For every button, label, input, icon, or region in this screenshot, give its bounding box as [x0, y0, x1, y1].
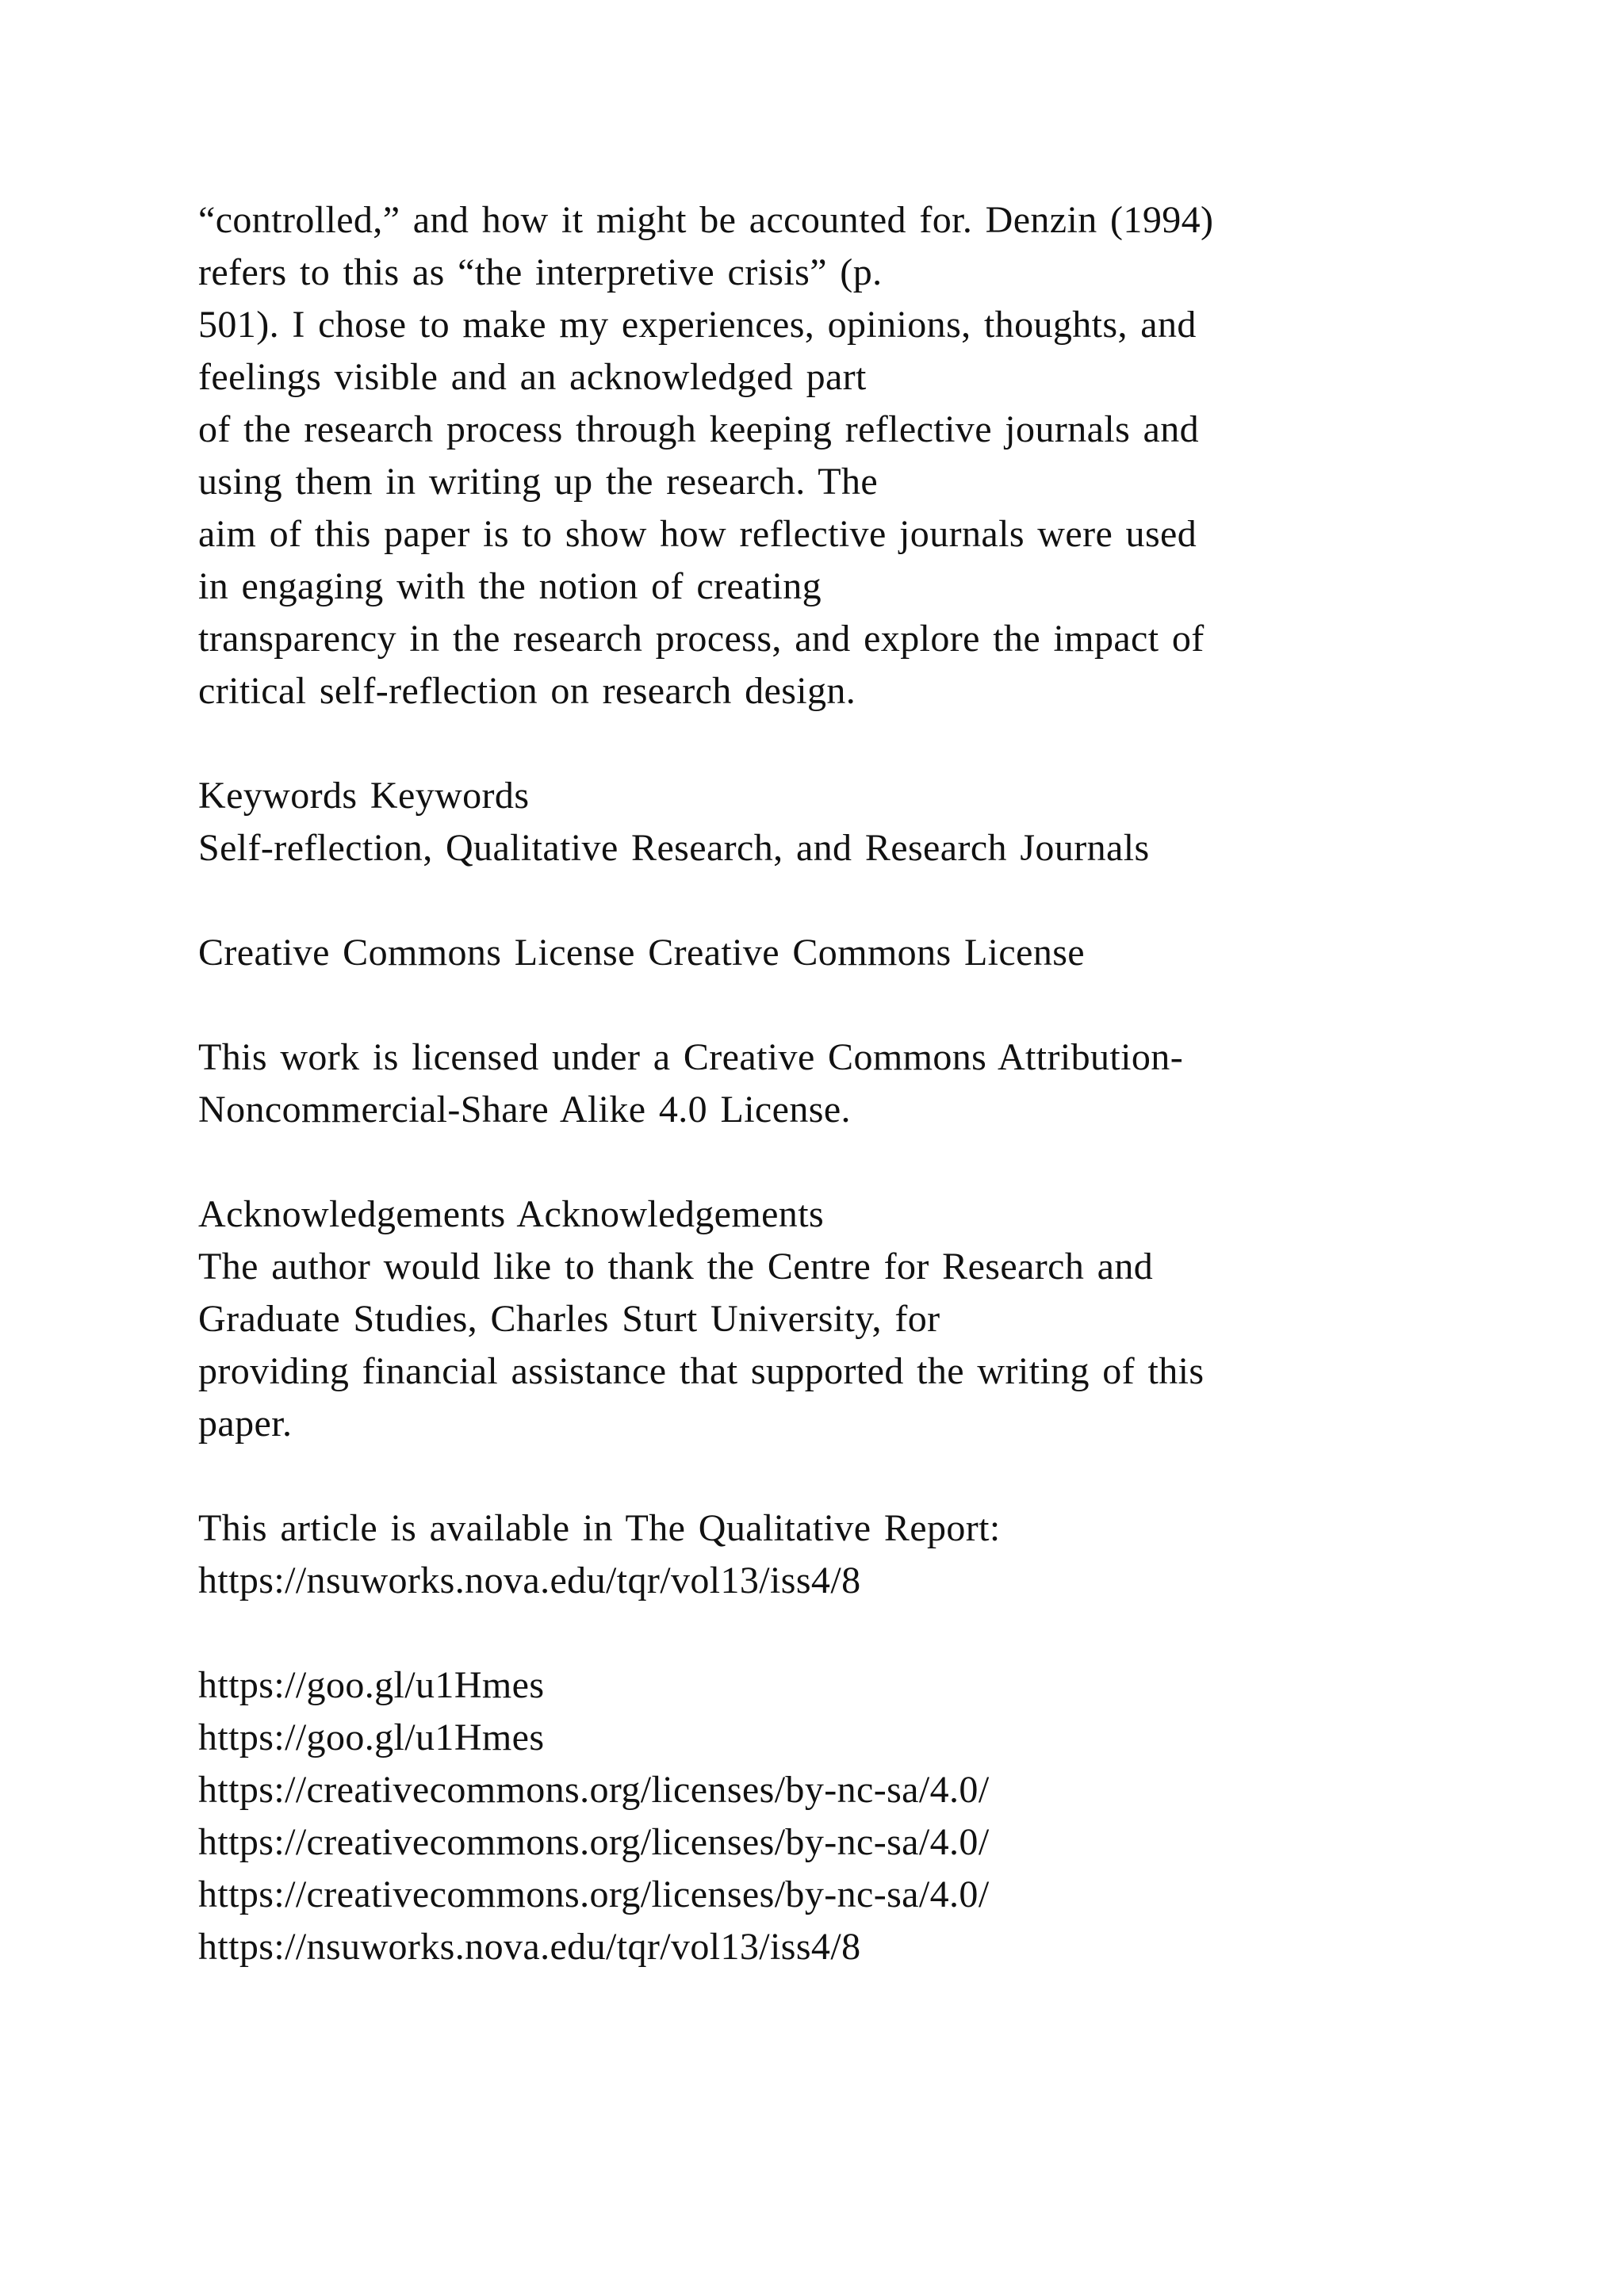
link-creative-commons[interactable]: https://creativecommons.org/licenses/by-nc-sa/4.0/: [198, 1769, 990, 1811]
spacer: [198, 1607, 1507, 1659]
abstract-line: critical self-reflection on research design.: [198, 670, 856, 712]
availability-section: [198, 1502, 1507, 1607]
abstract-line: 501). I chose to make my experiences, opinions, thoughts, and: [198, 304, 1197, 346]
license-line: This work is licensed under a Creative Commons Attribution-: [198, 1036, 1184, 1078]
spacer: [198, 979, 1507, 1031]
license-heading: Creative Commons License Creative Commons License: [198, 932, 1086, 974]
link-nsuworks[interactable]: https://nsuworks.nova.edu/tqr/vol13/iss4/8: [198, 1926, 861, 1968]
spacer: [198, 1136, 1507, 1188]
link-goo-gl[interactable]: https://goo.gl/u1Hmes: [198, 1664, 545, 1706]
link-creative-commons[interactable]: https://creativecommons.org/licenses/by-nc-sa/4.0/: [198, 1873, 990, 1915]
acknowledgements-section: [198, 1188, 1507, 1450]
keywords-heading: Keywords Keywords: [198, 775, 530, 817]
link-goo-gl[interactable]: https://goo.gl/u1Hmes: [198, 1716, 545, 1758]
abstract-line: aim of this paper is to show how reflective journals were used: [198, 513, 1197, 555]
acknowledgements-heading: Acknowledgements Acknowledgements: [198, 1193, 825, 1235]
acknowledgements-line: The author would like to thank the Centre for Research and: [198, 1246, 1154, 1288]
document-page: [198, 194, 1507, 1973]
abstract-line: of the research process through keeping reflective journals and: [198, 408, 1200, 450]
links-section: [198, 1659, 1507, 1973]
availability-link[interactable]: https://nsuworks.nova.edu/tqr/vol13/iss4/8: [198, 1559, 861, 1601]
spacer: [198, 874, 1507, 927]
spacer: [198, 718, 1507, 770]
license-section: [198, 927, 1507, 1136]
keywords-text: Self-reflection, Qualitative Research, and Research Journals: [198, 827, 1150, 869]
keywords-section: [198, 770, 1507, 874]
abstract-line: feelings visible and an acknowledged part: [198, 356, 867, 398]
abstract-line: in engaging with the notion of creating: [198, 565, 822, 607]
acknowledgements-line: providing financial assistance that supported the writing of this: [198, 1350, 1205, 1392]
abstract-line: “controlled,” and how it might be accounted for. Denzin (1994): [198, 199, 1214, 241]
abstract-line: using them in writing up the research. The: [198, 461, 879, 503]
abstract-section: [198, 194, 1507, 718]
license-line: Noncommercial-Share Alike 4.0 License.: [198, 1089, 851, 1131]
acknowledgements-line: Graduate Studies, Charles Sturt University, for: [198, 1298, 940, 1340]
abstract-line: transparency in the research process, and explore the impact of: [198, 618, 1205, 660]
availability-line: This article is available in The Qualitative Report:: [198, 1507, 1001, 1549]
acknowledgements-line: paper.: [198, 1402, 293, 1445]
link-creative-commons[interactable]: https://creativecommons.org/licenses/by-nc-sa/4.0/: [198, 1821, 990, 1863]
spacer: [198, 1450, 1507, 1502]
abstract-line: refers to this as “the interpretive crisis” (p.: [198, 251, 883, 293]
